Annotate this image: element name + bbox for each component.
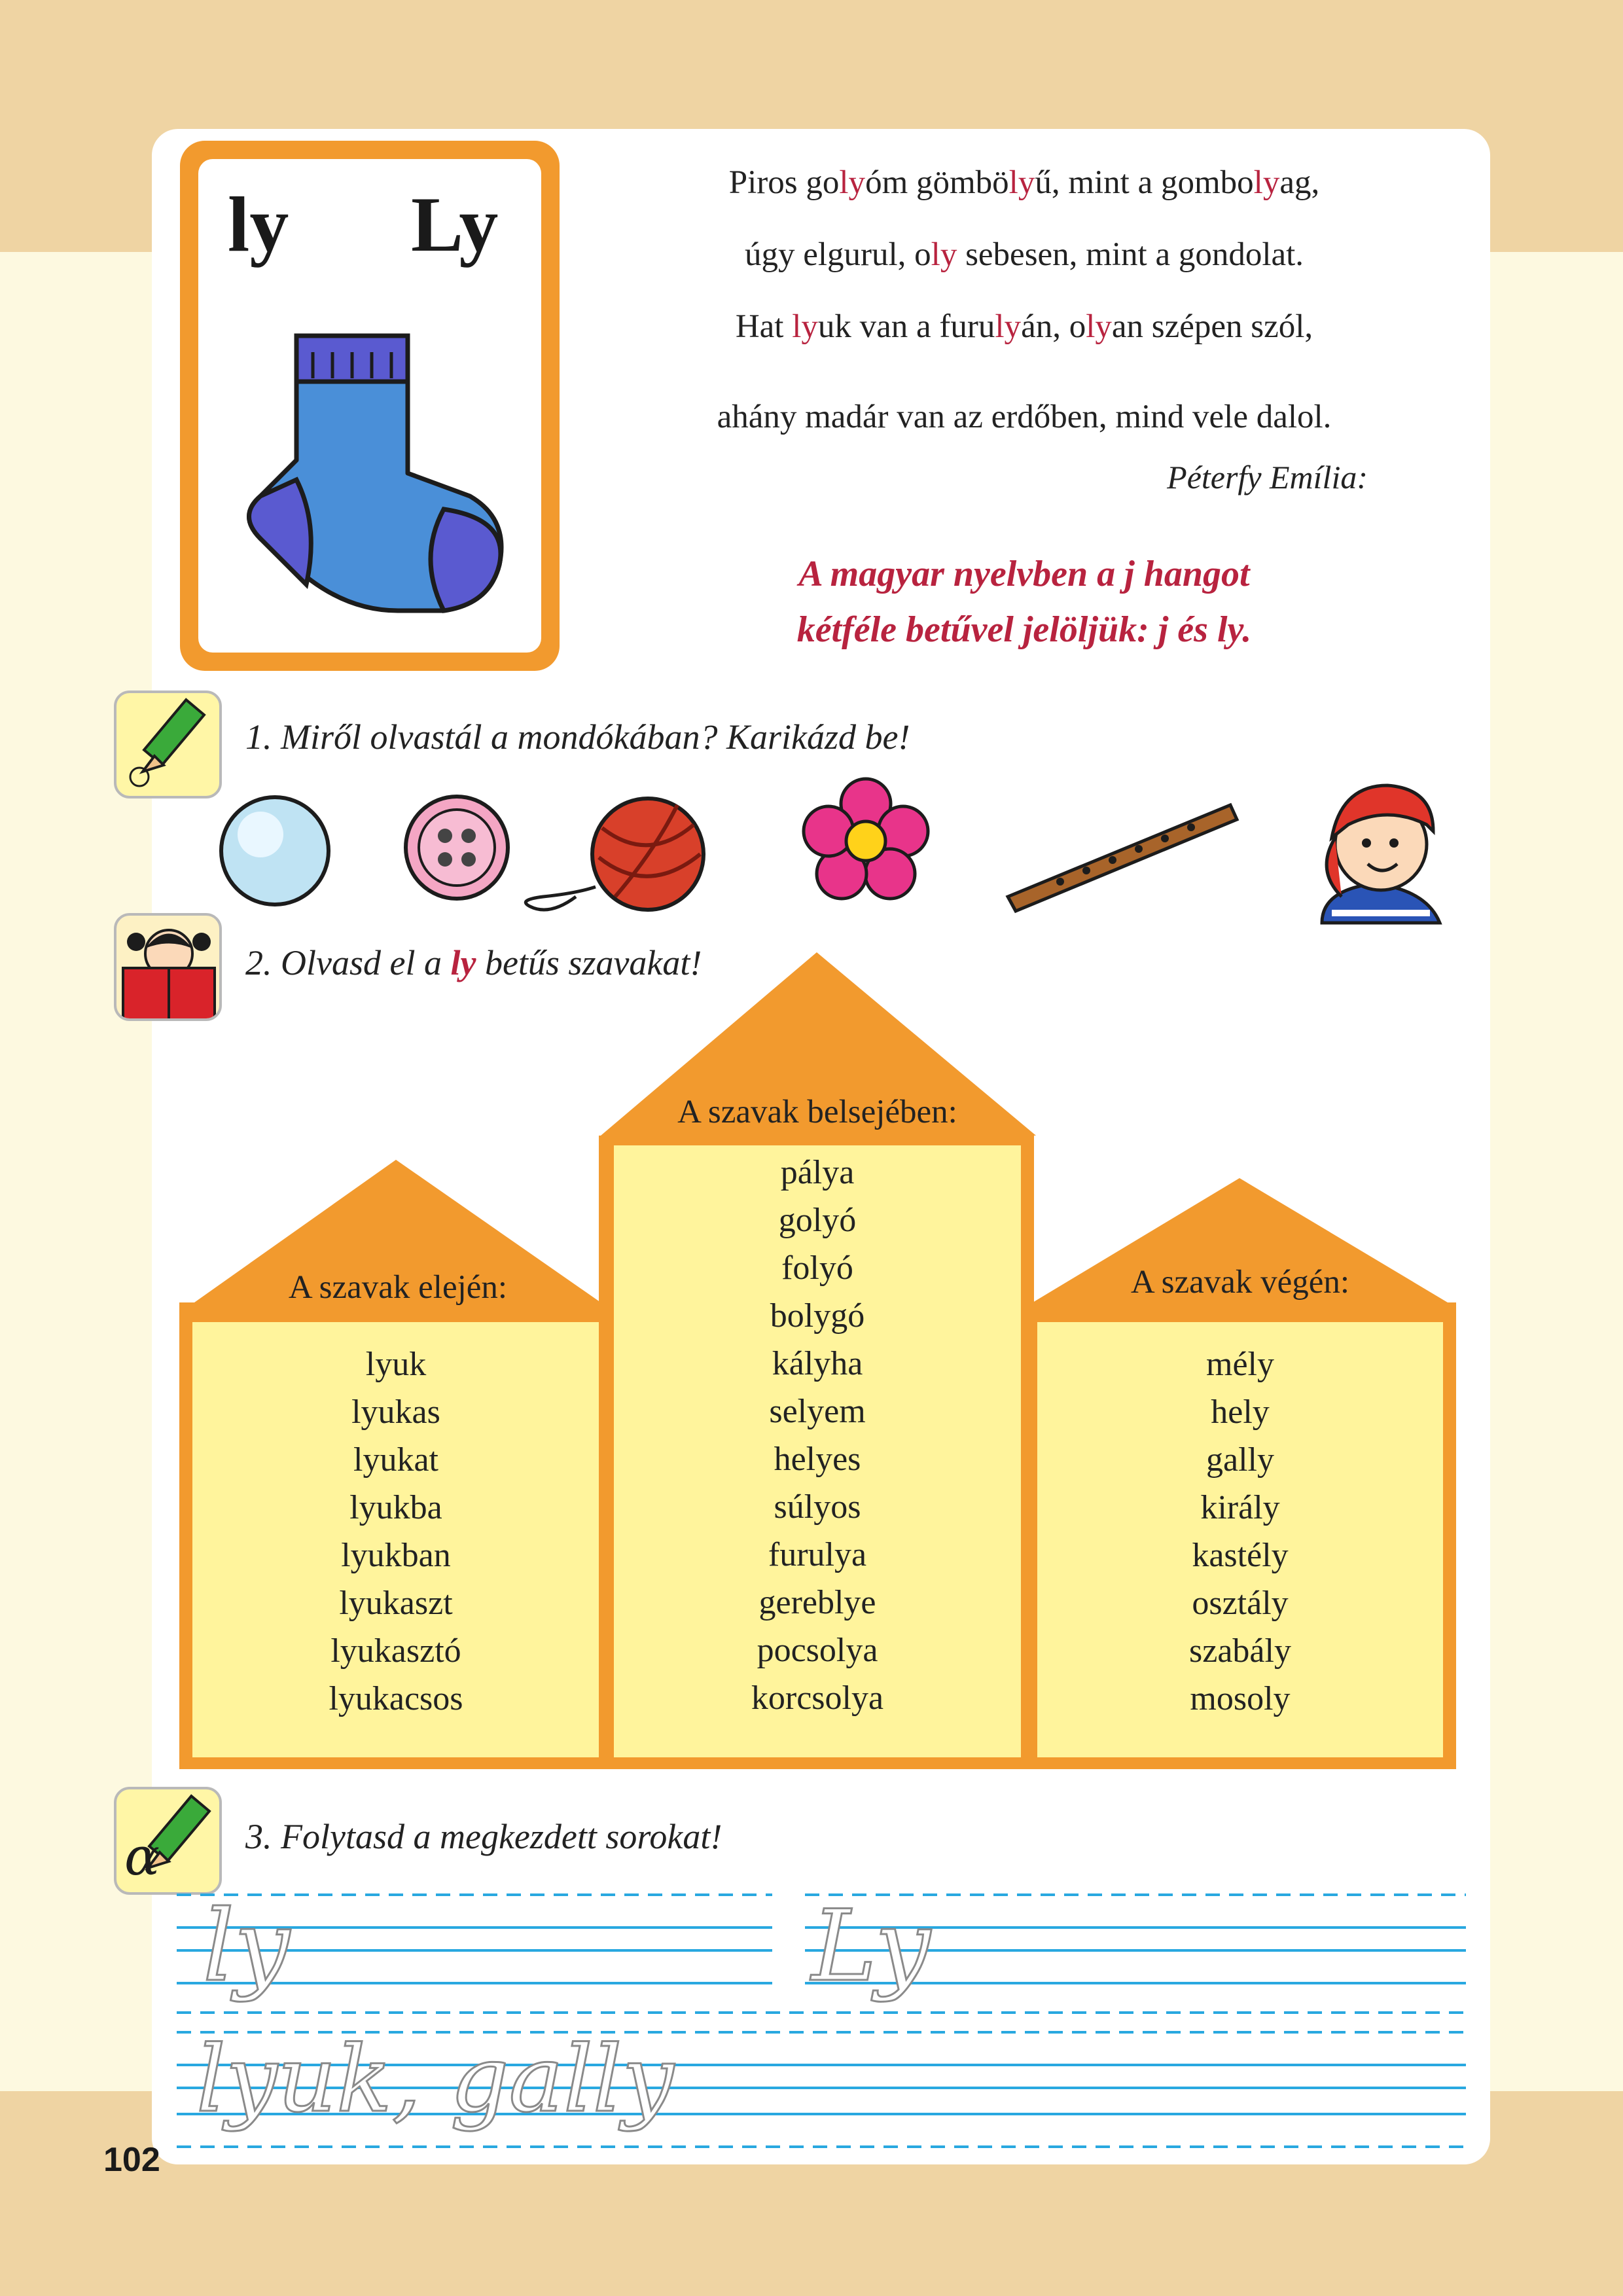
svg-text:α: α bbox=[124, 1826, 160, 1887]
list-item: furulya bbox=[768, 1536, 867, 1573]
list-item: súlyos bbox=[774, 1488, 861, 1526]
poem-line-2: úgy elgurul, oly sebesen, mint a gondolat. bbox=[744, 236, 1304, 273]
list-item: kályha bbox=[772, 1345, 863, 1382]
house-start-words bbox=[192, 1340, 599, 1723]
list-item: mély bbox=[1206, 1346, 1274, 1383]
sample-ly: ly bbox=[203, 1890, 290, 2003]
house-end-title: A szavak végén: bbox=[1130, 1264, 1350, 1300]
pencil-writing-icon bbox=[116, 1789, 221, 1894]
task1-text: 1. Miről olvastál a mondókában? Karikázd be! bbox=[245, 717, 910, 757]
card-letter-lower: ly bbox=[228, 181, 289, 268]
list-item: lyukasztó bbox=[330, 1632, 461, 1670]
list-item: lyukban bbox=[341, 1537, 451, 1574]
card-letter-upper: Ly bbox=[411, 181, 499, 268]
list-item: lyukba bbox=[349, 1489, 442, 1526]
list-item: helyes bbox=[774, 1441, 861, 1478]
list-item: folyó bbox=[781, 1249, 853, 1287]
list-item: mosoly bbox=[1190, 1680, 1291, 1717]
list-item: lyukacsos bbox=[329, 1680, 463, 1717]
poem-author: Péterfy Emília: bbox=[1167, 459, 1368, 495]
list-item: lyukaszt bbox=[339, 1585, 453, 1622]
list-item: selyem bbox=[769, 1393, 866, 1430]
sample-Ly: Ly bbox=[812, 1890, 931, 2003]
house-middle-words bbox=[614, 1149, 1021, 1722]
list-item: golyó bbox=[778, 1202, 857, 1239]
list-item: korcsolya bbox=[751, 1679, 884, 1717]
page-number: 102 bbox=[103, 2141, 160, 2179]
list-item: lyukat bbox=[353, 1441, 438, 1479]
poem-line-4: ahány madár van az erdőben, mind vele dalol. bbox=[717, 399, 1332, 435]
task3-text: 3. Folytasd a megkezdett sorokat! bbox=[245, 1817, 722, 1856]
list-item: szabály bbox=[1189, 1632, 1291, 1670]
poem-line-1: Piros golyóm gömbölyű, mint a gombolyag, bbox=[728, 164, 1320, 201]
list-item: bolygó bbox=[770, 1297, 865, 1335]
poem-line-3: Hat lyuk van a furulyán, olyan szépen szól, bbox=[735, 308, 1313, 345]
list-item: hely bbox=[1211, 1393, 1270, 1431]
rule-line-1: A magyar nyelvben a j hangot bbox=[798, 554, 1250, 594]
writing-lines bbox=[170, 1885, 1479, 2160]
list-item: kastély bbox=[1192, 1537, 1289, 1574]
sample-words: lyuk, gally bbox=[196, 2026, 674, 2133]
list-item: pocsolya bbox=[757, 1632, 878, 1669]
list-item: pálya bbox=[780, 1154, 855, 1191]
house-middle-title: A szavak belsejében: bbox=[677, 1094, 957, 1130]
list-item: lyukas bbox=[351, 1393, 440, 1431]
list-item: lyuk bbox=[365, 1346, 427, 1383]
task2-text: 2. Olvasd el a ly betűs szavakat! bbox=[245, 943, 702, 982]
list-item: király bbox=[1200, 1489, 1280, 1526]
house-end-words bbox=[1037, 1340, 1443, 1723]
writing-task-icon bbox=[114, 1787, 222, 1895]
list-item: osztály bbox=[1192, 1585, 1289, 1622]
list-item: gereblye bbox=[758, 1584, 876, 1621]
rule-line-2: kétféle betűvel jelöljük: j és ly. bbox=[796, 609, 1252, 650]
house-start-title: A szavak elején: bbox=[288, 1269, 508, 1306]
list-item: gally bbox=[1206, 1441, 1274, 1479]
